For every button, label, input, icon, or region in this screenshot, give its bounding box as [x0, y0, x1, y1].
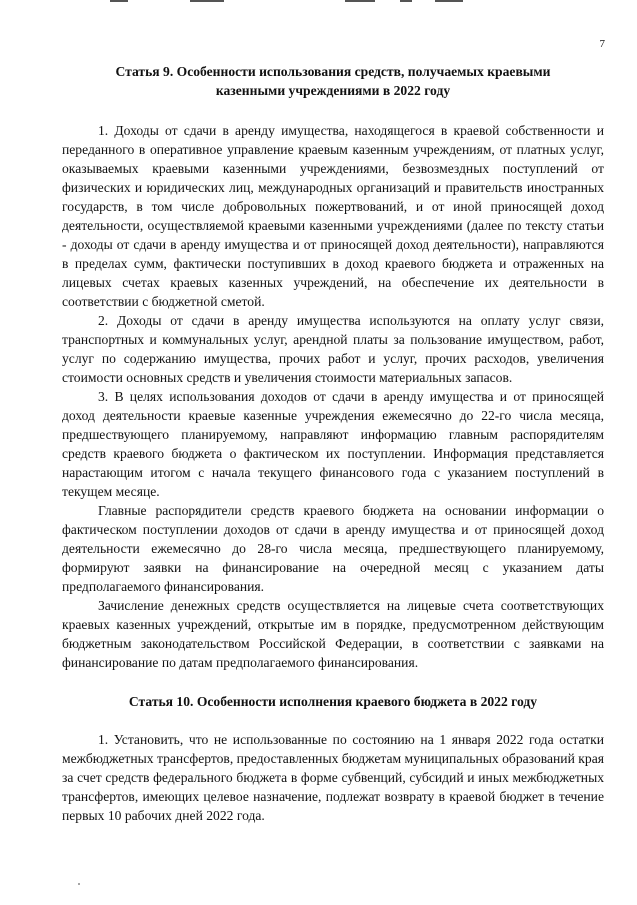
scan-mark [435, 0, 463, 2]
article-9-title: Статья 9. Особенности использования средств, получаемых краевыми казенными учреждениями в 2022 году [115, 64, 551, 98]
scan-mark [345, 0, 375, 2]
scan-mark [400, 0, 412, 2]
article-9-paragraph-5: Зачисление денежных средств осуществляется на лицевые счета соответствующих краевых казенных учреждений, открытые им в порядке, предусмотренном действующим бюджетным законодательством Российской Федерации, в соответствии с заявками на финансирование по датам предполагаемого финансирования. [62, 598, 604, 670]
article-10-title: Статья 10. Особенности исполнения краевого бюджета в 2022 году [128, 694, 538, 709]
document-body [62, 62, 604, 825]
article-9-paragraph-2: 2. Доходы от сдачи в аренду имущества используются на оплату услуг связи, транспортных и коммунальных услуг, арендной платы за пользование имуществом, работ, услуг по содержанию имущества, прочих работ и услуг, прочих расходов, увеличения стоимости основных средств и увеличения стоимости материальных запасов. [62, 313, 604, 385]
article-9-paragraph-4: Главные распорядители средств краевого бюджета на основании информации о фактическом поступлении доходов от сдачи в аренду имущества и от приносящей доход деятельности ежемесячно до 28-го числа месяца, предшествующего планируемому, формируют заявки на финансирование на очередной месяц с указанием даты предполагаемого финансирования. [62, 503, 604, 594]
article-9-paragraph-1: 1. Доходы от сдачи в аренду имущества, находящегося в краевой собственности и переданного в оперативное управление краевым казенным учреждениям, от платных услуг, оказываемых краевыми казенными учреждениями, безвозмездных поступлений от физических и юридических лиц, международных организаций и правительств иностранных государств, в том числе добровольных пожертвований, и от иной приносящей доход деятельности, осуществляемой краевыми казенными учреждениями (далее по тексту статьи - доходы от сдачи в аренду имущества и от приносящей доход деятельности), направляются в пределах сумм, фактически поступивших в доход краевого бюджета и отраженных на лицевых счетах краевых казенных учреждений, на обеспечение их деятельности в соответствии с бюджетной сметой. [62, 123, 604, 309]
scan-artifact-dot [78, 883, 80, 885]
article-10-paragraph-1: 1. Установить, что не использованные по состоянию на 1 января 2022 года остатки межбюджетных трансфертов, предоставленных бюджетам муниципальных образований края за счет средств федерального бюджета в форме субвенций, субсидий и иных межбюджетных трансфертов, имеющих целевое назначение, подлежат возврату в краевой бюджет в течение первых 10 рабочих дней 2022 года. [62, 732, 604, 823]
scan-artifact-top [0, 0, 637, 8]
page-number: 7 [599, 38, 605, 50]
scan-mark [190, 0, 224, 2]
article-9-paragraph-3: 3. В целях использования доходов от сдачи в аренду имущества и от приносящей доход деятельности краевые казенные учреждения ежемесячно до 22-го числа месяца, предшествующего планируемому, направляют информацию главным распорядителям средств краевого бюджета о фактическом их поступлении. Информация представляется нарастающим итогом с начала текущего финансового года с указанием поступлений в текущем месяце. [62, 389, 604, 499]
scan-mark [110, 0, 128, 2]
